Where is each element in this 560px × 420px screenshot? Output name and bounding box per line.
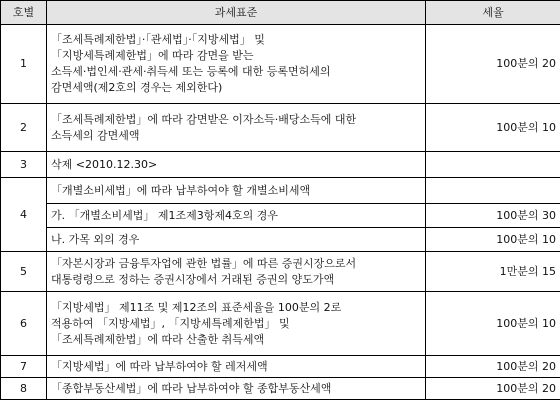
row-standard bbox=[47, 228, 426, 252]
row-standard-line: 적용하여 「지방세법」, 「지방세특례제한법」 및 bbox=[51, 316, 290, 330]
row-standard-line: 「종합부동산세법」에 따라 납부하여야 할 종합부동산세액 bbox=[51, 381, 332, 395]
row-standard bbox=[47, 25, 426, 104]
row-rate: 100분의 10 bbox=[426, 292, 560, 356]
row-standard bbox=[47, 356, 426, 378]
row-rate: 100분의 20 bbox=[426, 378, 560, 400]
row-standard bbox=[47, 252, 426, 292]
table-row bbox=[1, 378, 560, 400]
row-no: 1 bbox=[1, 25, 47, 104]
row-standard bbox=[47, 292, 426, 356]
row-no: 8 bbox=[1, 378, 47, 400]
row-no: 2 bbox=[1, 104, 47, 152]
row-rate: 100분의 20 bbox=[426, 356, 560, 378]
row-rate bbox=[426, 178, 560, 204]
row-standard-line: 「조세특례제한법」에 따라 감면받은 이자소득·배당소득에 대한 bbox=[51, 112, 357, 126]
row-rate: 100분의 30 bbox=[426, 204, 560, 228]
row-standard bbox=[47, 204, 426, 228]
row-rate bbox=[426, 152, 560, 178]
row-standard bbox=[47, 152, 426, 178]
row-standard bbox=[47, 378, 426, 400]
row-no: 6 bbox=[1, 292, 47, 356]
table-row bbox=[1, 356, 560, 378]
row-standard-line: 가. 「개별소비세법」 제1조제3항제4호의 경우 bbox=[51, 208, 278, 222]
table-row bbox=[1, 292, 560, 356]
table-row bbox=[1, 25, 560, 104]
row-standard-line: 「지방세법」에 따라 납부하여야 할 레저세액 bbox=[51, 359, 268, 373]
row-standard-line: 소득세·법인세·관세·취득세 또는 등록에 대한 등록면허세의 bbox=[51, 65, 331, 78]
row-standard-line: 「조세특례제한법」에 따라 산출한 취득세액 bbox=[51, 332, 265, 346]
header-no: 호별 bbox=[1, 1, 47, 25]
row-standard-line: 「개별소비세법」에 따라 납부하여야 할 개별소비세액 bbox=[51, 183, 311, 197]
row-standard-line: 대통령령으로 정하는 증권시장에서 거래된 증권의 양도가액 bbox=[51, 272, 335, 286]
row-rate: 100분의 20 bbox=[426, 25, 560, 104]
table-header-row bbox=[1, 1, 560, 25]
row-rate: 1만분의 15 bbox=[426, 252, 560, 292]
row-standard-line: 감면세액(제2호의 경우는 제외한다) bbox=[51, 81, 223, 94]
table-row bbox=[1, 252, 560, 292]
row-standard-line: 「지방세법」 제11조 및 제12조의 표준세율을 100분의 2로 bbox=[51, 300, 342, 314]
table-row bbox=[1, 228, 560, 252]
row-no: 3 bbox=[1, 152, 47, 178]
row-standard-line: 「조세특례제한법」·「관세법」·「지방세법」 및 bbox=[51, 33, 265, 46]
row-rate: 100분의 10 bbox=[426, 228, 560, 252]
row-no: 4 bbox=[1, 178, 47, 252]
row-standard-line: 「자본시장과 금융투자업에 관한 법률」에 따른 증권시장으로서 bbox=[51, 256, 357, 270]
row-standard-line: 「지방세특례제한법」에 따라 감면을 받는 bbox=[51, 49, 254, 62]
row-standard-line: 삭제 <2010.12.30> bbox=[51, 157, 158, 171]
row-standard bbox=[47, 178, 426, 204]
row-standard bbox=[47, 104, 426, 152]
table-row bbox=[1, 178, 560, 204]
row-standard-line: 나. 가목 외의 경우 bbox=[51, 232, 140, 246]
row-rate: 100분의 10 bbox=[426, 104, 560, 152]
header-rate: 세율 bbox=[426, 1, 560, 25]
header-standard: 과세표준 bbox=[47, 1, 426, 25]
table-row bbox=[1, 204, 560, 228]
row-standard-line: 소득세의 감면세액 bbox=[51, 128, 140, 142]
row-no: 5 bbox=[1, 252, 47, 292]
table-row bbox=[1, 104, 560, 152]
row-no: 7 bbox=[1, 356, 47, 378]
table-row bbox=[1, 152, 560, 178]
